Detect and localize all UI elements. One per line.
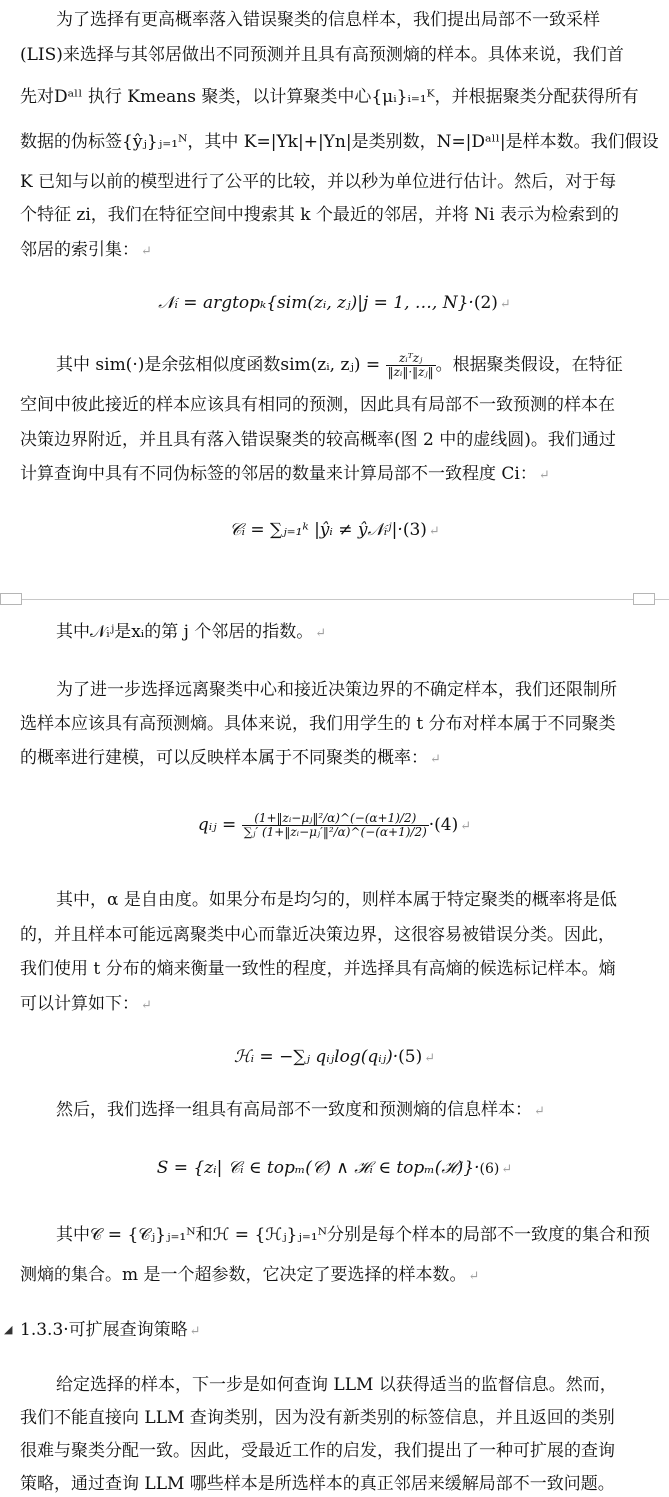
equation-4: qᵢⱼ = $\frac{\text{(1+‖zᵢ−μⱼ‖²/α)\textasciicircum{}(−(α+1)/2)}}{\text{∑ⱼ′ (1+‖zᵢ−μⱼ′‖²/α)\textasciicircum{}(−(α+1)/2)}}$ ·(4) ↵ <box>197 811 472 839</box>
text-line: 很难与聚类分配一致。因此，受最近工作的启发，我们提出了一种可扩展的查询 <box>20 1441 615 1461</box>
text-line: 先对Dᵃˡˡ 执行 Kmeans 聚类，以计算聚类中心{μᵢ}ᵢ₌₁ᴷ，并根据聚类分配获得所有 <box>20 87 639 107</box>
text-line: 然后，我们选择一组具有高局部不一致度和预测熵的信息样本： ↵ <box>56 1100 545 1120</box>
text-line: 其中，α 是自由度。如果分布是均匀的，则样本属于特定聚类的概率将是低 <box>56 890 617 910</box>
text-line: 为了进一步选择远离聚类中心和接近决策边界的不确定样本，我们还限制所 <box>56 680 617 700</box>
text-line: 空间中彼此接近的样本应该具有相同的预测，因此具有局部不一致预测的样本在 <box>20 395 615 415</box>
text-line: 我们不能直接向 LLM 查询类别，因为没有新类别的标签信息，并且返回的类别 <box>20 1408 615 1428</box>
equation-6: S = {zᵢ| 𝒞ᵢ ∈ topₘ(𝒞) ∧ ℋᵢ ∈ topₘ(ℋ)}·(6) ↵ <box>156 1158 513 1178</box>
text-line: 的概率进行建模，可以反映样本属于不同聚类的概率： ↵ <box>20 748 441 768</box>
text-line: 邻居的索引集： ↵ <box>20 240 152 260</box>
equation-3: 𝒞ᵢ = ∑ⱼ₌₁ᵏ |ŷᵢ ≠ ŷ𝒩ᵢʲ|·(3) ↵ <box>229 520 440 540</box>
collapse-triangle-icon[interactable]: ◢ <box>4 1323 13 1336</box>
text-line: 为了选择有更高概率落入错误聚类的信息样本，我们提出局部不一致采样 <box>56 10 600 30</box>
text-line: 数据的伪标签{ŷⱼ}ⱼ₌₁ᴺ，其中 K=|Yk|+|Yn|是类别数，N=|Dᵃˡˡ|是样本数。我们假设 <box>20 132 659 152</box>
text-line: 其中𝒩ᵢʲ是xᵢ的第 j 个邻居的指数。 ↵ <box>56 622 327 642</box>
text-line: 个特征 zi，我们在特征空间中搜索其 k 个最近的邻居，并将 Ni 表示为检索到的 <box>20 205 620 225</box>
sim-fraction: $\frac{\text{zᵢᵀzⱼ}}{\text{‖zᵢ‖·‖zⱼ‖}}$ <box>387 351 434 379</box>
text-line: 选样本应该具有高预测熵。具体来说，我们用学生的 t 分布对样本属于不同聚类 <box>20 714 616 734</box>
page-break <box>0 599 669 600</box>
text-line: 计算查询中具有不同伪标签的邻居的数量来计算局部不一致程度 Ci： ↵ <box>20 464 550 484</box>
text-line: 其中 sim(·)是余弦相似度函数sim(zᵢ, zⱼ) = $\frac{\text{zᵢᵀzⱼ}}{\text{‖zᵢ‖·‖zⱼ‖}}$ 。根据聚类假设，在特征 <box>56 351 623 379</box>
text-line: (LIS)来选择与其邻居做出不同预测并且具有高预测熵的样本。具体来说，我们首 <box>20 45 624 65</box>
equation-5: ℋᵢ = −∑ⱼ qᵢⱼlog(qᵢⱼ)·(5) ↵ <box>233 1047 436 1067</box>
page-break-marker-left <box>0 593 22 605</box>
text-line: K 已知与以前的模型进行了公平的比较，并以秒为单位进行估计。然后，对于每 <box>20 172 617 192</box>
text-line: 的，并且样本可能远离聚类中心而靠近决策边界，这很容易被错误分类。因此， <box>20 925 615 945</box>
text-line: 给定选择的样本，下一步是如何查询 LLM 以获得适当的监督信息。然而， <box>56 1375 617 1395</box>
equation-2: 𝒩ᵢ = argtopₖ{sim(zᵢ, zⱼ)|j = 1, …, N}·(2) ↵ <box>158 293 511 313</box>
text-line: 可以计算如下： ↵ <box>20 994 152 1014</box>
page-break-marker-right <box>633 593 655 605</box>
text-line: 测熵的集合。m 是一个超参数，它决定了要选择的样本数。 ↵ <box>20 1265 480 1285</box>
section-heading: 1.3.3·可扩展查询策略 ↵ <box>20 1320 201 1340</box>
text-line: 策略，通过查询 LLM 哪些样本是所选样本的真正邻居来缓解局部不一致问题。 <box>20 1474 615 1494</box>
text-line: 决策边界附近，并且具有落入错误聚类的较高概率(图 2 中的虚线圆)。我们通过 <box>20 430 616 450</box>
text-line: 其中𝒞 = {𝒞ⱼ}ⱼ₌₁ᴺ和ℋ = {ℋⱼ}ⱼ₌₁ᴺ分别是每个样本的局部不一致度的集合和预 <box>56 1225 651 1245</box>
text-line: 我们使用 t 分布的熵来衡量一致性的程度，并选择具有高熵的候选标记样本。熵 <box>20 959 616 979</box>
paragraph-mark: ↵ <box>141 244 152 259</box>
eq4-fraction: $\frac{\text{(1+‖zᵢ−μⱼ‖²/α)\textasciicircum{}(−(α+1)/2)}}{\text{∑ⱼ′ (1+‖zᵢ−μⱼ′‖²/α)\textasciicircum{}(−(α+1)/2)}}$ <box>243 811 427 839</box>
